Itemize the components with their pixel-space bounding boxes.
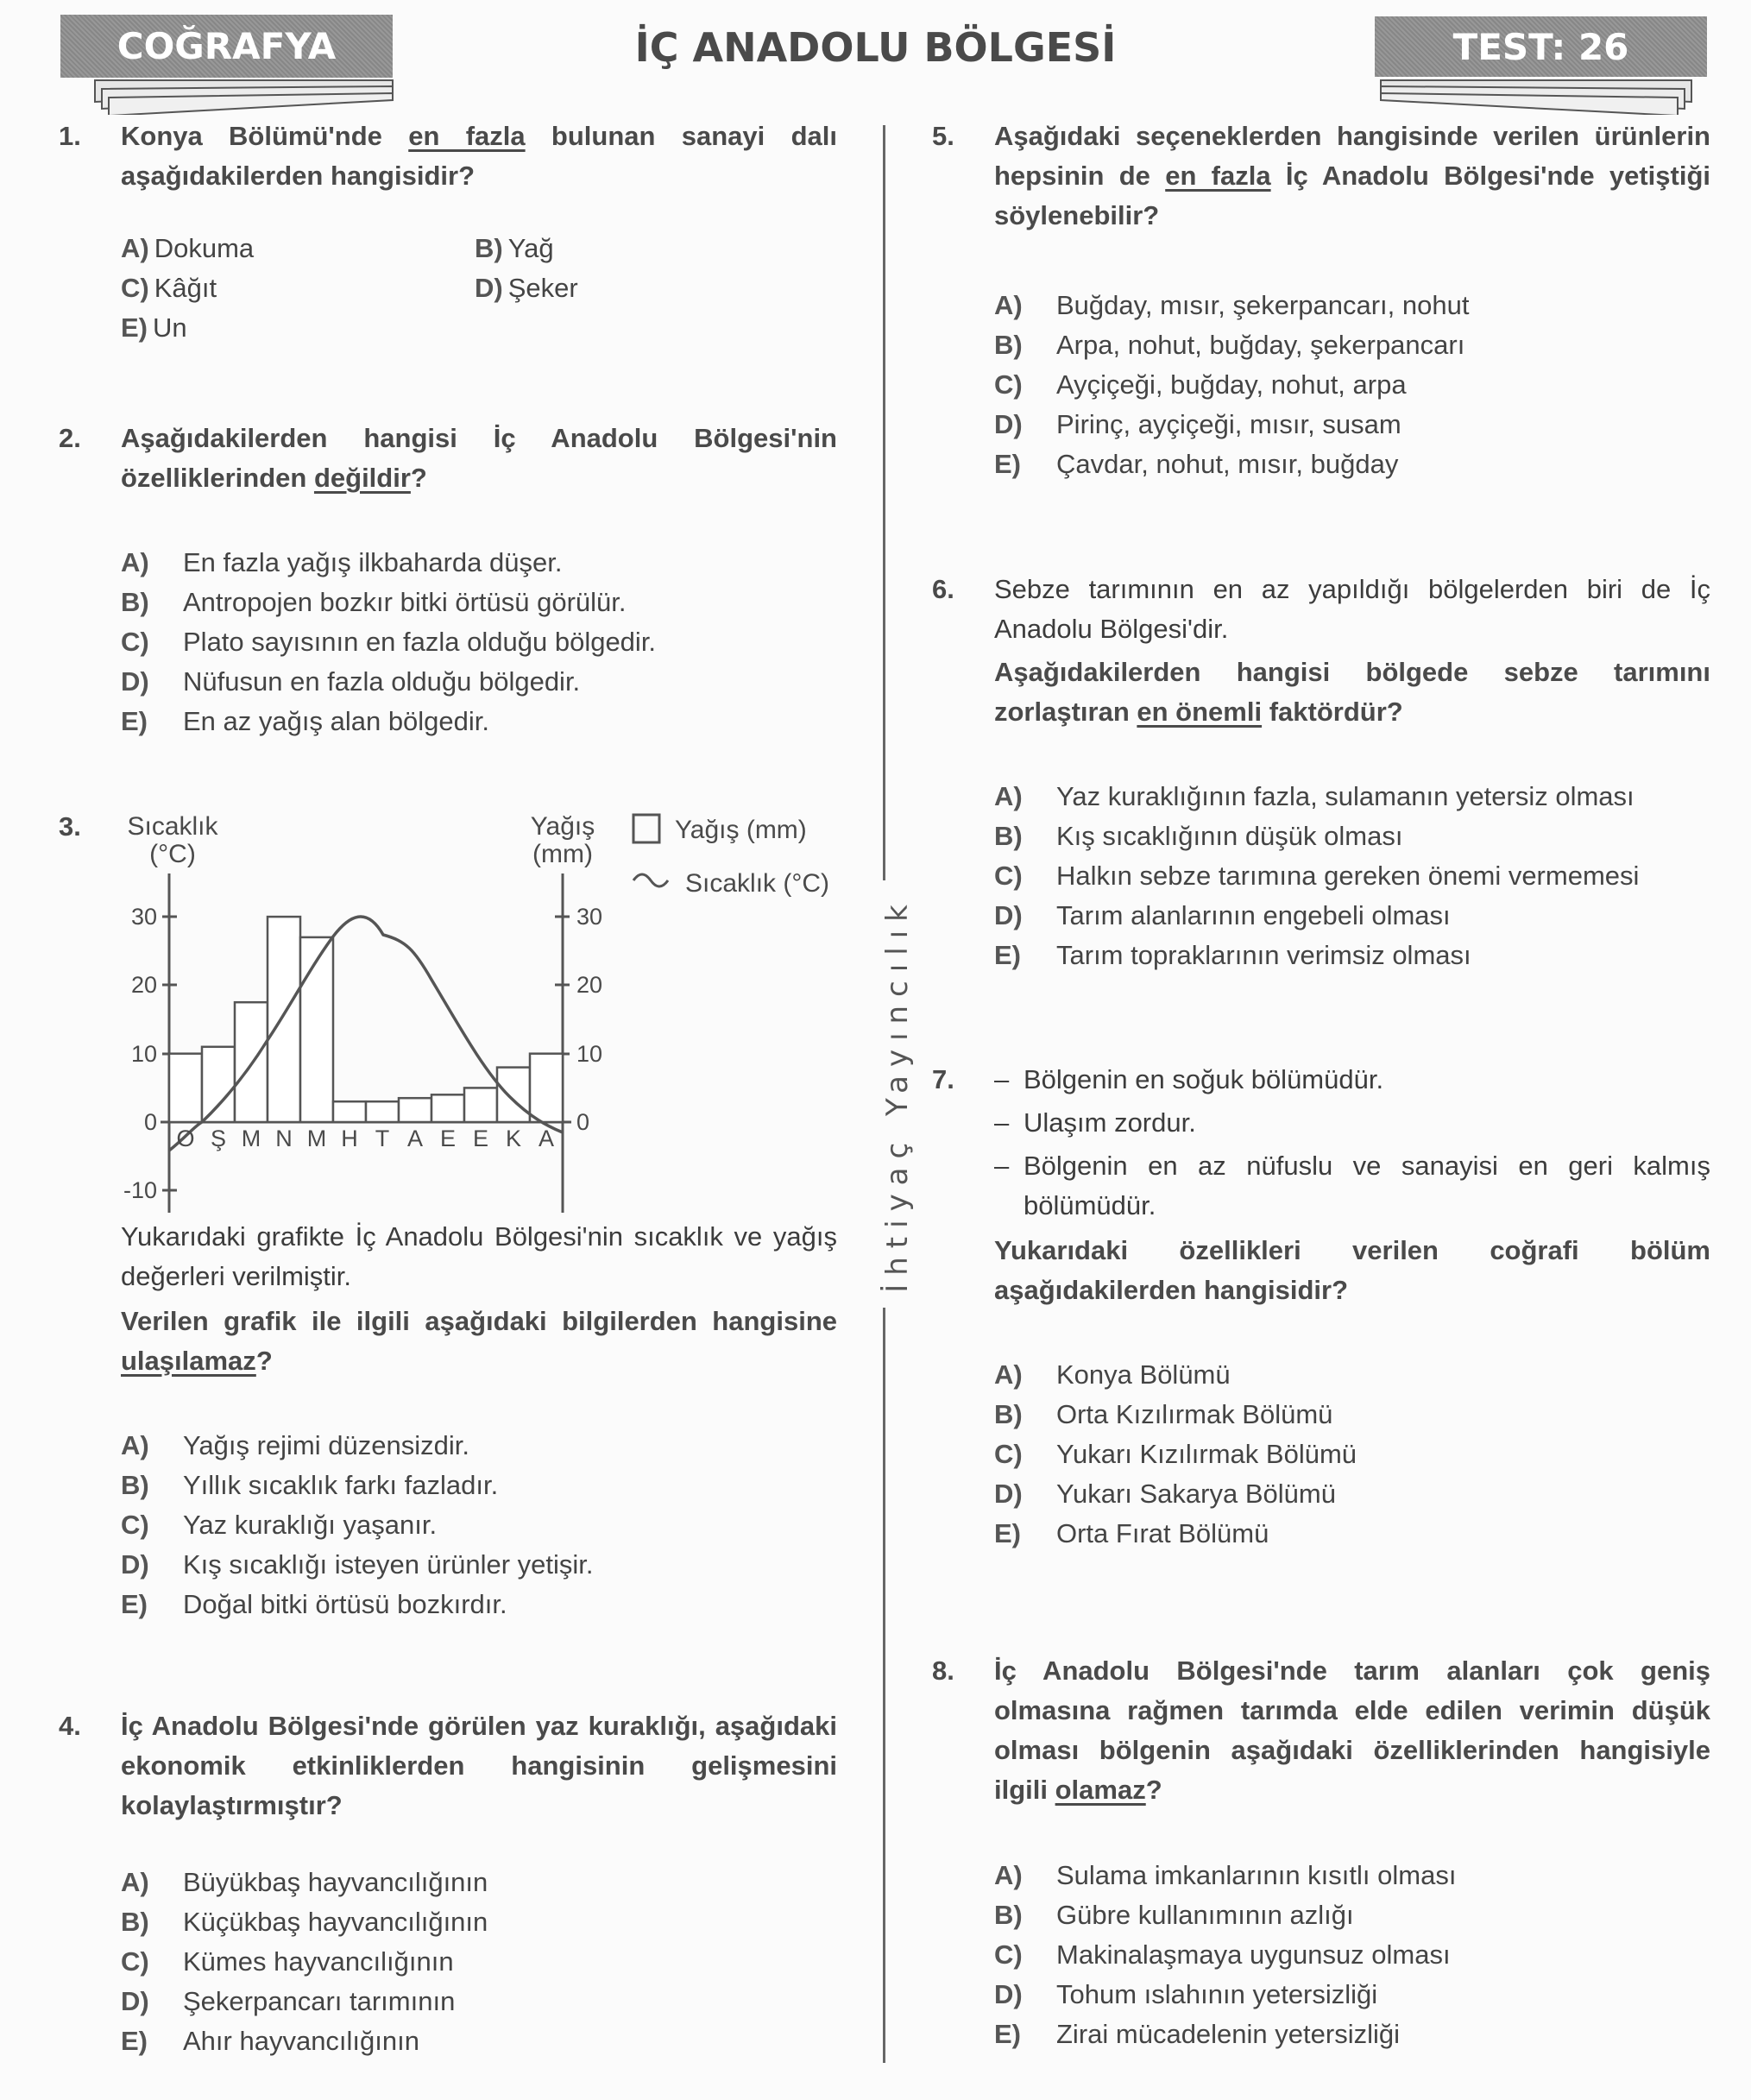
option-letter: B) (994, 1399, 1023, 1429)
bullet-text: Bölgenin en soğuk bölümüdür. (1024, 1064, 1384, 1094)
svg-text:A: A (538, 1126, 555, 1151)
option-letter: E) (121, 1589, 148, 1619)
stem-text: İç Anadolu Bölgesi'nde yetiştiği söylenebilir? (994, 161, 1711, 230)
option-text: Konya Bölümü (1056, 1359, 1231, 1390)
stem-text: faktördür? (1262, 697, 1403, 727)
stem-emphasis: ulaşılamaz (121, 1346, 256, 1376)
option-text: Kâğıt (154, 273, 217, 303)
option-text: En fazla yağış ilkbaharda düşer. (183, 547, 563, 577)
option-letter: D) (994, 1979, 1023, 2009)
option-c[interactable] (121, 268, 217, 308)
option-a[interactable] (994, 286, 1469, 325)
right-axis-label: Yağış (530, 812, 595, 841)
subject-tag: COĞRAFYA (60, 15, 393, 78)
option-e[interactable] (994, 1514, 1269, 1554)
option-e[interactable] (121, 2021, 419, 2061)
option-letter: C) (994, 861, 1023, 891)
svg-text:20: 20 (576, 972, 603, 998)
bullet-item: – Ulaşım zordur. (994, 1107, 1196, 1138)
question-number: 5. (932, 121, 954, 151)
svg-text:30: 30 (130, 904, 157, 930)
option-text: Tarım alanlarının engebeli olması (1056, 900, 1451, 930)
stem-text: ? (1145, 1775, 1162, 1805)
svg-text:Ş: Ş (210, 1126, 227, 1151)
option-text: Tohum ıslahının yetersizliği (1056, 1979, 1378, 2009)
option-letter: C) (994, 1939, 1023, 1970)
option-e[interactable] (994, 2015, 1400, 2054)
option-letter: E) (121, 2026, 148, 2056)
option-text: Küçükbaş hayvancılığının (183, 1907, 488, 1937)
option-e[interactable] (121, 702, 489, 741)
question-number: 6. (932, 574, 954, 604)
option-d[interactable] (994, 1474, 1336, 1514)
option-letter: B) (994, 330, 1023, 360)
option-a[interactable] (121, 1426, 469, 1466)
option-letter: E) (121, 312, 148, 343)
option-b[interactable] (475, 229, 554, 268)
option-e[interactable] (121, 308, 187, 348)
option-d[interactable] (475, 268, 578, 308)
option-text: Makinalaşmaya uygunsuz olması (1056, 1939, 1451, 1970)
option-c[interactable] (994, 1435, 1357, 1474)
option-text: Nüfusun en fazla olduğu bölgedir. (183, 666, 581, 697)
option-text: Antropojen bozkır bitki örtüsü görülür. (183, 587, 627, 617)
option-e[interactable] (121, 1585, 507, 1624)
climate-chart (112, 803, 872, 1217)
option-text: Şeker (507, 273, 578, 303)
option-a[interactable] (994, 777, 1634, 817)
option-text: Sulama imkanlarının kısıtlı olması (1056, 1860, 1457, 1890)
option-letter: D) (994, 1479, 1023, 1509)
option-text: Zirai mücadelenin yetersizliği (1056, 2019, 1400, 2049)
option-a[interactable] (994, 1355, 1231, 1395)
svg-text:K: K (505, 1126, 522, 1151)
option-text: Plato sayısının en fazla olduğu bölgedir. (183, 627, 657, 657)
option-letter: D) (475, 273, 503, 303)
stem-text: ? (410, 463, 427, 493)
option-letter: C) (121, 1510, 149, 1540)
option-letter: E) (994, 1518, 1021, 1548)
option-a[interactable] (121, 543, 562, 583)
option-d[interactable] (121, 1545, 594, 1585)
option-text: Gübre kullanımının azlığı (1056, 1900, 1354, 1930)
option-letter: E) (994, 449, 1021, 479)
option-letter: B) (994, 1900, 1023, 1930)
option-e[interactable] (994, 445, 1398, 484)
option-letter: B) (994, 821, 1023, 851)
bullet-item: – Bölgenin en az nüfuslu ve sanayisi en geri kalmış bölümüdür. (994, 1151, 1710, 1220)
option-c[interactable] (121, 622, 656, 662)
option-c[interactable] (121, 1505, 437, 1545)
option-a[interactable] (994, 1856, 1456, 1895)
svg-text:10: 10 (576, 1041, 603, 1067)
option-letter: B) (475, 233, 503, 263)
stem-text: Aşağıdakilerden hangisi İç Anadolu Bölgesi'nin özelliklerinden (121, 423, 837, 493)
option-text: Şekerpancarı tarımının (183, 1986, 456, 2016)
option-letter: A) (121, 233, 149, 263)
question-number: 7. (932, 1064, 954, 1094)
option-text: Dokuma (154, 233, 255, 263)
option-text: Yukarı Kızılırmak Bölümü (1056, 1439, 1357, 1469)
svg-text:(mm): (mm) (532, 840, 593, 868)
stem-text: bulunan sanayi dalı aşağıdakilerden hangisidir? (121, 121, 837, 191)
question-number: 8. (932, 1655, 954, 1686)
option-letter: B) (121, 1470, 149, 1500)
svg-text:E: E (439, 1126, 457, 1151)
svg-text:-10: -10 (123, 1177, 157, 1203)
svg-text:(°C): (°C) (149, 840, 196, 868)
stem-emphasis: en fazla (408, 121, 526, 151)
svg-text:0: 0 (143, 1109, 157, 1135)
option-e[interactable] (994, 936, 1471, 975)
svg-text:20: 20 (130, 972, 157, 998)
chart-description: Yukarıdaki grafikte İç Anadolu Bölgesi'nin sıcaklık ve yağış değerleri verilmiştir. (121, 1221, 837, 1291)
option-letter: B) (121, 1907, 149, 1937)
option-text: Buğday, mısır, şekerpancarı, nohut (1056, 290, 1470, 320)
option-text: Tarım topraklarının verimsiz olması (1056, 940, 1471, 970)
svg-text:10: 10 (130, 1041, 157, 1067)
month-labels (176, 1126, 554, 1151)
option-letter: B) (121, 587, 149, 617)
column-divider (883, 1308, 885, 2063)
option-text: Yağış rejimi düzensizdir. (183, 1430, 469, 1460)
stem-text: Konya Bölümü'nde (121, 121, 409, 151)
stem-emphasis: en önemli (1137, 697, 1263, 727)
option-letter: E) (121, 706, 148, 736)
stem-emphasis: en fazla (1165, 161, 1271, 191)
option-text: Büyükbaş hayvancılığının (183, 1867, 488, 1897)
option-letter: C) (994, 1439, 1023, 1469)
svg-text:0: 0 (576, 1109, 590, 1135)
option-text: Un (153, 312, 187, 343)
bullet-text: Bölgenin en az nüfuslu ve sanayisi en geri kalmış bölümüdür. (1024, 1151, 1710, 1220)
svg-text:M: M (241, 1126, 261, 1151)
option-d[interactable] (121, 662, 580, 702)
stem-emphasis: olamaz (1055, 1775, 1146, 1805)
bullet-item: – Bölgenin en soğuk bölümüdür. (994, 1064, 1384, 1094)
option-a[interactable] (121, 1863, 488, 1902)
legend-temp-label: Sıcaklık (°C) (685, 869, 830, 898)
option-letter: E) (994, 2019, 1021, 2049)
question-number: 4. (59, 1711, 81, 1741)
svg-text:N: N (275, 1126, 293, 1151)
option-letter: A) (994, 1359, 1023, 1390)
test-number-tag: TEST: 26 (1375, 16, 1707, 77)
option-text: Yaz kuraklığının fazla, sulamanın yetersiz olması (1056, 781, 1634, 811)
option-text: Doğal bitki örtüsü bozkırdır. (183, 1589, 507, 1619)
option-b[interactable] (994, 817, 1402, 856)
question-number: 3. (59, 811, 81, 842)
option-text: Yaz kuraklığı yaşanır. (183, 1510, 438, 1540)
option-letter: C) (994, 369, 1023, 400)
option-text: Pirinç, ayçiçeği, mısır, susam (1056, 409, 1401, 439)
svg-text:E: E (472, 1126, 489, 1151)
option-b[interactable] (121, 1902, 488, 1942)
option-d[interactable] (994, 896, 1451, 936)
option-d[interactable] (994, 405, 1401, 445)
stem-emphasis: değildir (313, 463, 411, 493)
option-text: Arpa, nohut, buğday, şekerpancarı (1056, 330, 1465, 360)
legend-line-swatch-icon (633, 874, 668, 886)
legend-precip-label: Yağış (mm) (675, 816, 807, 844)
svg-text:M: M (306, 1126, 327, 1151)
stem-text: Aşağıdaki seçeneklerden hangisinde verilen ürünlerin hepsinin de (994, 121, 1710, 191)
option-b[interactable] (121, 583, 627, 622)
svg-text:O: O (176, 1126, 195, 1151)
option-letter: A) (994, 781, 1023, 811)
option-letter: A) (121, 1430, 149, 1460)
option-letter: C) (121, 627, 149, 657)
option-letter: C) (121, 1946, 149, 1977)
stem-text: İç Anadolu Bölgesi'nde tarım alanları çok geniş olmasına rağmen tarımda elde edilen verimin düşük olması bölgenin aşağıdaki özelliklerinden hangisiyle ilgili (994, 1655, 1710, 1805)
question-number: 1. (59, 121, 81, 151)
option-a[interactable] (121, 229, 254, 268)
option-text: Kış sıcaklığı isteyen ürünler yetişir. (183, 1549, 594, 1580)
option-letter: D) (121, 666, 149, 697)
option-b[interactable] (994, 325, 1464, 365)
option-d[interactable] (994, 1975, 1377, 2015)
option-text: Yukarı Sakarya Bölümü (1056, 1479, 1336, 1509)
publisher-watermark: İhtiyaç Yayıncılık (880, 889, 915, 1300)
column-divider (883, 125, 885, 880)
option-letter: D) (121, 1549, 149, 1580)
option-b[interactable] (994, 1395, 1332, 1435)
svg-text:30: 30 (576, 904, 603, 930)
option-b[interactable] (994, 1895, 1354, 1935)
option-letter: A) (121, 547, 149, 577)
option-text: Çavdar, nohut, mısır, buğday (1056, 449, 1399, 479)
stem-text: ? (255, 1346, 273, 1376)
stem-text: Yukarıdaki özellikleri verilen coğrafi bölüm aşağıdakilerden hangisidir? (994, 1235, 1710, 1305)
option-c[interactable] (121, 1942, 454, 1982)
svg-text:T: T (375, 1126, 390, 1151)
option-letter: E) (994, 940, 1021, 970)
option-d[interactable] (121, 1982, 455, 2021)
bullet-text: Ulaşım zordur. (1024, 1107, 1196, 1138)
option-text: Yağ (507, 233, 554, 263)
option-c[interactable] (994, 1935, 1451, 1975)
option-text: Kış sıcaklığının düşük olması (1056, 821, 1403, 851)
option-text: Ayçiçeği, buğday, nohut, arpa (1056, 369, 1407, 400)
stem-text: İç Anadolu Bölgesi'nde görülen yaz kuraklığı, aşağıdaki ekonomik etkinliklerden hangisinin gelişmesini kolaylaştırmıştır? (121, 1711, 837, 1820)
option-text: Yıllık sıcaklık farkı fazladır. (183, 1470, 499, 1500)
option-text: Kümes hayvancılığının (183, 1946, 454, 1977)
option-letter: A) (994, 290, 1023, 320)
option-text: Orta Fırat Bölümü (1056, 1518, 1269, 1548)
option-letter: A) (994, 1860, 1023, 1890)
left-axis-label: Sıcaklık (127, 812, 218, 841)
option-text: Orta Kızılırmak Bölümü (1056, 1399, 1333, 1429)
legend-bar-swatch-icon (633, 815, 659, 842)
option-text: En az yağış alan bölgedir. (183, 706, 490, 736)
svg-text:A: A (406, 1126, 424, 1151)
option-text: Halkın sebze tarımına gereken önemi vermemesi (1056, 861, 1640, 891)
option-b[interactable] (121, 1466, 498, 1505)
option-letter: D) (994, 409, 1023, 439)
option-letter: A) (121, 1867, 149, 1897)
stem-text: Verilen grafik ile ilgili aşağıdaki bilgilerden hangisine (121, 1306, 837, 1336)
question-intro: Sebze tarımının en az yapıldığı bölgelerden biri de İç Anadolu Bölgesi'dir. (994, 574, 1710, 644)
option-text: Ahır hayvancılığının (183, 2026, 419, 2056)
option-letter: D) (994, 900, 1023, 930)
svg-text:H: H (341, 1126, 358, 1151)
question-number: 2. (59, 423, 81, 453)
option-letter: D) (121, 1986, 149, 2016)
option-c[interactable] (994, 856, 1639, 896)
page-title: İÇ ANADOLU BÖLGESİ (634, 24, 1117, 71)
option-letter: C) (121, 273, 149, 303)
stem-text: Aşağıdakilerden hangisi bölgede sebze tarımını zorlaştıran (994, 657, 1710, 727)
option-c[interactable] (994, 365, 1407, 405)
